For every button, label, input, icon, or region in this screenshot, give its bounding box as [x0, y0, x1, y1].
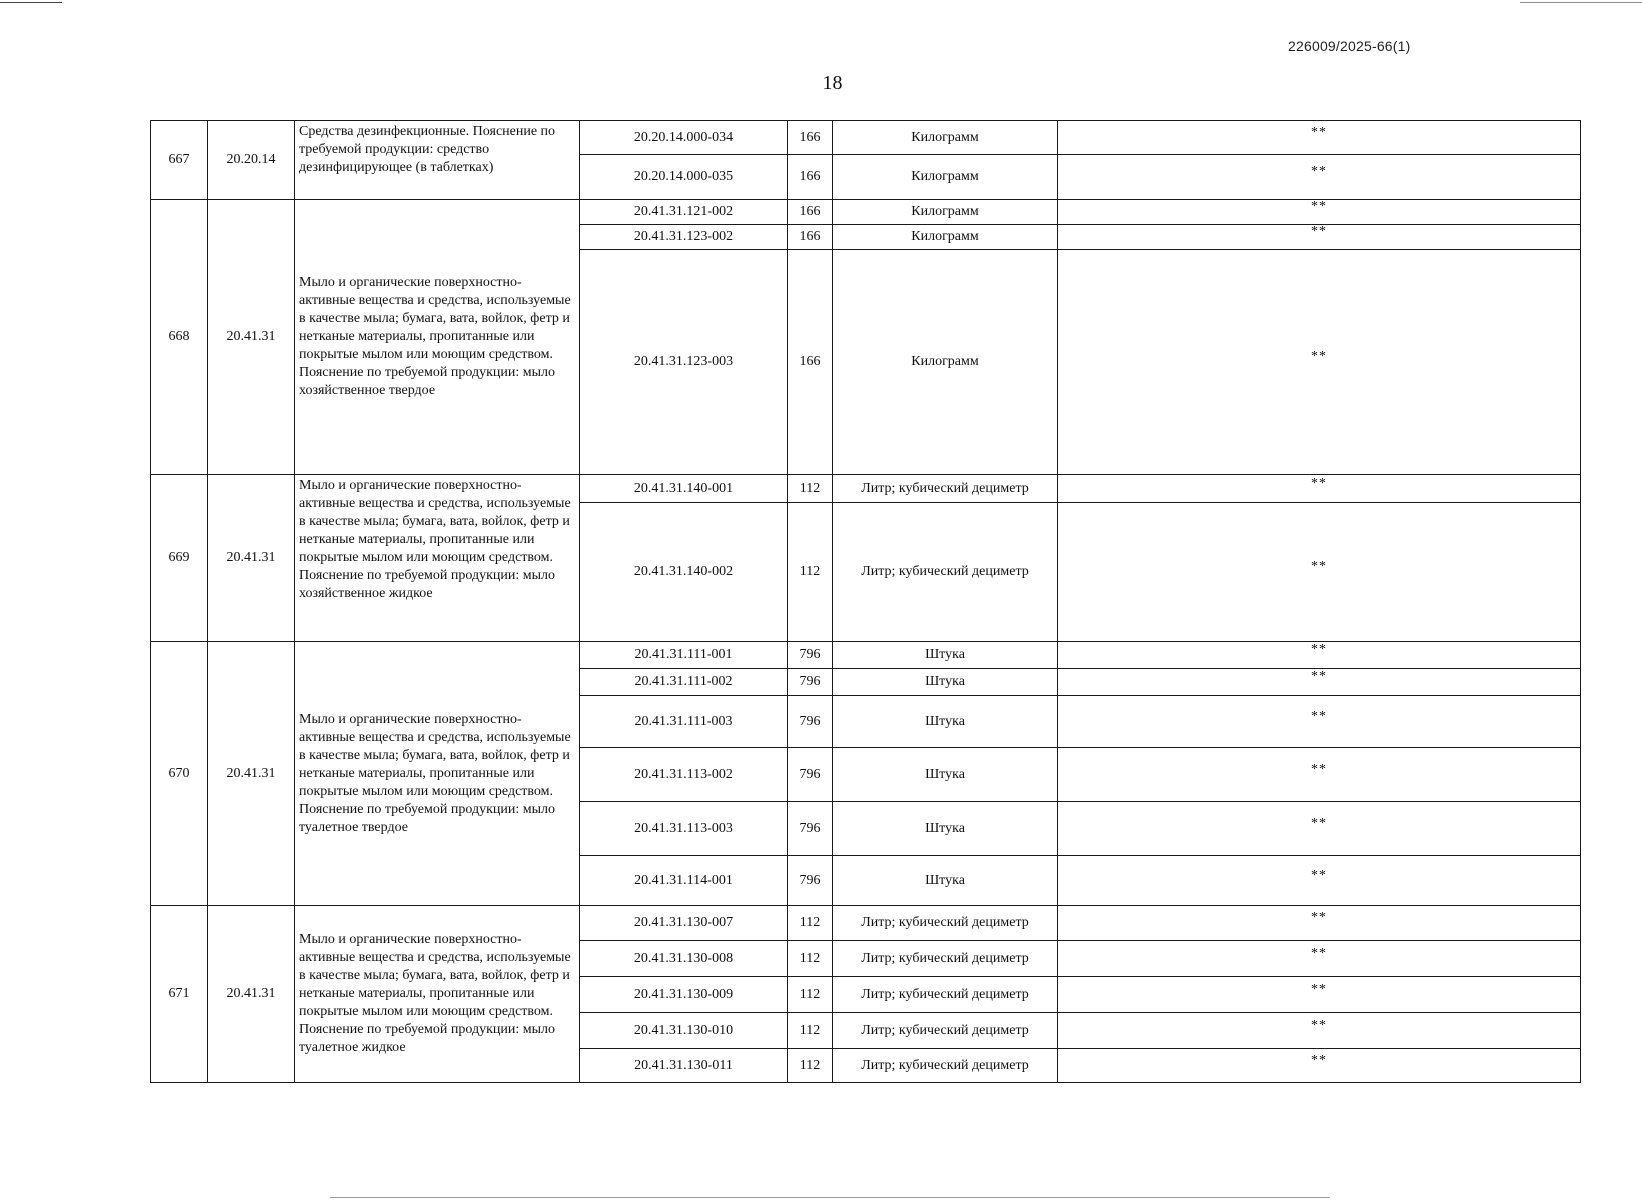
okei-code: 166 — [788, 155, 833, 200]
unit-name: Штука — [833, 802, 1058, 856]
unit-name: Штука — [833, 856, 1058, 906]
row-number: 667 — [151, 121, 208, 200]
unit-name: Литр; кубический дециметр — [833, 906, 1058, 941]
table-row — [151, 475, 1581, 503]
quantity-value — [1058, 669, 1581, 696]
quantity-value — [1058, 1049, 1581, 1083]
quantity-value-text: ** — [1311, 224, 1327, 239]
document-id: 226009/2025-66(1) — [1288, 38, 1411, 54]
quantity-value — [1058, 200, 1581, 225]
quantity-value-text: ** — [1311, 642, 1327, 657]
ktru-code: 20.20.14.000-034 — [580, 121, 788, 155]
quantity-value — [1058, 250, 1581, 475]
okpd-code: 20.41.31 — [208, 475, 295, 642]
scan-edge-line-bottom — [330, 1197, 1330, 1198]
quantity-value-text: ** — [1311, 761, 1327, 777]
okei-code: 112 — [788, 1049, 833, 1083]
unit-name: Литр; кубический дециметр — [833, 941, 1058, 977]
ktru-code: 20.41.31.113-003 — [580, 802, 788, 856]
unit-name: Литр; кубический дециметр — [833, 475, 1058, 503]
row-number: 670 — [151, 642, 208, 906]
quantity-value-text: ** — [1311, 981, 1327, 997]
row-number: 668 — [151, 200, 208, 475]
ktru-code: 20.41.31.140-002 — [580, 503, 788, 642]
item-description: Мыло и органические поверхностно-активные вещества и средства, используемые в качестве мыла; бумага, вата, войлок, фетр и нетканые материалы, пропитанные или покрытые мылом или моющим средством. Пояснение по требуемой продукции: мыло туалетное твердое — [295, 642, 580, 906]
table-row — [151, 906, 1581, 941]
ktru-code: 20.41.31.123-002 — [580, 225, 788, 250]
item-description: Средства дезинфекционные. Пояснение по требуемой продукции: средство дезинфицирующее (в таблетках) — [295, 121, 580, 200]
okei-code: 112 — [788, 977, 833, 1013]
row-number: 669 — [151, 475, 208, 642]
quantity-value-text: ** — [1311, 475, 1327, 491]
item-description: Мыло и органические поверхностно-активные вещества и средства, используемые в качестве мыла; бумага, вата, войлок, фетр и нетканые материалы, пропитанные или покрытые мылом или моющим средством. Пояснение по требуемой продукции: мыло хозяйственное жидкое — [295, 475, 580, 642]
ktru-code: 20.41.31.130-007 — [580, 906, 788, 941]
okei-code: 112 — [788, 1013, 833, 1049]
quantity-value-text: ** — [1311, 559, 1327, 574]
ktru-code: 20.41.31.130-009 — [580, 977, 788, 1013]
quantity-value-text: ** — [1311, 867, 1327, 883]
quantity-value — [1058, 1013, 1581, 1049]
quantity-value — [1058, 696, 1581, 748]
ktru-code: 20.41.31.140-001 — [580, 475, 788, 503]
ktru-code: 20.20.14.000-035 — [580, 155, 788, 200]
okei-code: 112 — [788, 941, 833, 977]
quantity-value-text: ** — [1311, 164, 1327, 179]
table-row — [151, 200, 1581, 225]
unit-name: Килограмм — [833, 155, 1058, 200]
quantity-value — [1058, 475, 1581, 503]
okei-code: 796 — [788, 748, 833, 802]
quantity-value-text: ** — [1311, 199, 1327, 214]
unit-name: Штука — [833, 696, 1058, 748]
okei-code: 796 — [788, 802, 833, 856]
quantity-value — [1058, 225, 1581, 250]
ktru-code: 20.41.31.121-002 — [580, 200, 788, 225]
scan-edge-line-left — [0, 2, 62, 3]
unit-name: Штука — [833, 669, 1058, 696]
unit-name: Штука — [833, 642, 1058, 669]
item-description: Мыло и органические поверхностно-активные вещества и средства, используемые в качестве мыла; бумага, вата, войлок, фетр и нетканые материалы, пропитанные или покрытые мылом или моющим средством. Пояснение по требуемой продукции: мыло хозяйственное твердое — [295, 200, 580, 475]
ktru-code: 20.41.31.130-011 — [580, 1049, 788, 1083]
ktru-code: 20.41.31.111-003 — [580, 696, 788, 748]
ktru-code: 20.41.31.111-001 — [580, 642, 788, 669]
item-description: Мыло и органические поверхностно-активные вещества и средства, используемые в качестве мыла; бумага, вата, войлок, фетр и нетканые материалы, пропитанные или покрытые мылом или моющим средством. Пояснение по требуемой продукции: мыло туалетное жидкое — [295, 906, 580, 1083]
ktru-code: 20.41.31.130-008 — [580, 941, 788, 977]
ktru-code: 20.41.31.114-001 — [580, 856, 788, 906]
ktru-code: 20.41.31.113-002 — [580, 748, 788, 802]
okei-code: 112 — [788, 906, 833, 941]
quantity-value — [1058, 977, 1581, 1013]
quantity-value — [1058, 802, 1581, 856]
ktru-code: 20.41.31.130-010 — [580, 1013, 788, 1049]
quantity-value — [1058, 642, 1581, 669]
quantity-value — [1058, 856, 1581, 906]
quantity-value — [1058, 906, 1581, 941]
quantity-value-text: ** — [1311, 669, 1327, 684]
unit-name: Литр; кубический дециметр — [833, 1049, 1058, 1083]
unit-name: Литр; кубический дециметр — [833, 1013, 1058, 1049]
quantity-value-text: ** — [1311, 1017, 1327, 1033]
quantity-value-text: ** — [1311, 124, 1327, 140]
quantity-value-text: ** — [1311, 349, 1327, 364]
unit-name: Литр; кубический дециметр — [833, 503, 1058, 642]
ktru-code: 20.41.31.111-002 — [580, 669, 788, 696]
unit-name: Литр; кубический дециметр — [833, 977, 1058, 1013]
okpd-code: 20.41.31 — [208, 906, 295, 1083]
quantity-value-text: ** — [1311, 815, 1327, 831]
okei-code: 166 — [788, 250, 833, 475]
page-number: 18 — [822, 72, 843, 94]
ktru-code: 20.41.31.123-003 — [580, 250, 788, 475]
unit-name: Килограмм — [833, 250, 1058, 475]
okei-code: 796 — [788, 696, 833, 748]
okei-code: 166 — [788, 200, 833, 225]
quantity-value-text: ** — [1311, 945, 1327, 961]
table-row — [151, 121, 1581, 155]
quantity-value — [1058, 941, 1581, 977]
okei-code: 796 — [788, 856, 833, 906]
scan-edge-line-right — [1520, 2, 1642, 3]
okei-code: 796 — [788, 642, 833, 669]
okpd-code: 20.20.14 — [208, 121, 295, 200]
procurement-table — [150, 120, 1581, 1083]
quantity-value-text: ** — [1311, 708, 1327, 724]
quantity-value — [1058, 503, 1581, 642]
okei-code: 796 — [788, 669, 833, 696]
quantity-value — [1058, 121, 1581, 155]
unit-name: Килограмм — [833, 200, 1058, 225]
okei-code: 112 — [788, 503, 833, 642]
row-number: 671 — [151, 906, 208, 1083]
okei-code: 166 — [788, 121, 833, 155]
quantity-value-text: ** — [1311, 910, 1327, 925]
table-row — [151, 642, 1581, 669]
okpd-code: 20.41.31 — [208, 200, 295, 475]
quantity-value — [1058, 155, 1581, 200]
quantity-value-text: ** — [1311, 1052, 1327, 1068]
okei-code: 112 — [788, 475, 833, 503]
unit-name: Килограмм — [833, 121, 1058, 155]
unit-name: Килограмм — [833, 225, 1058, 250]
okei-code: 166 — [788, 225, 833, 250]
unit-name: Штука — [833, 748, 1058, 802]
quantity-value — [1058, 748, 1581, 802]
okpd-code: 20.41.31 — [208, 642, 295, 906]
